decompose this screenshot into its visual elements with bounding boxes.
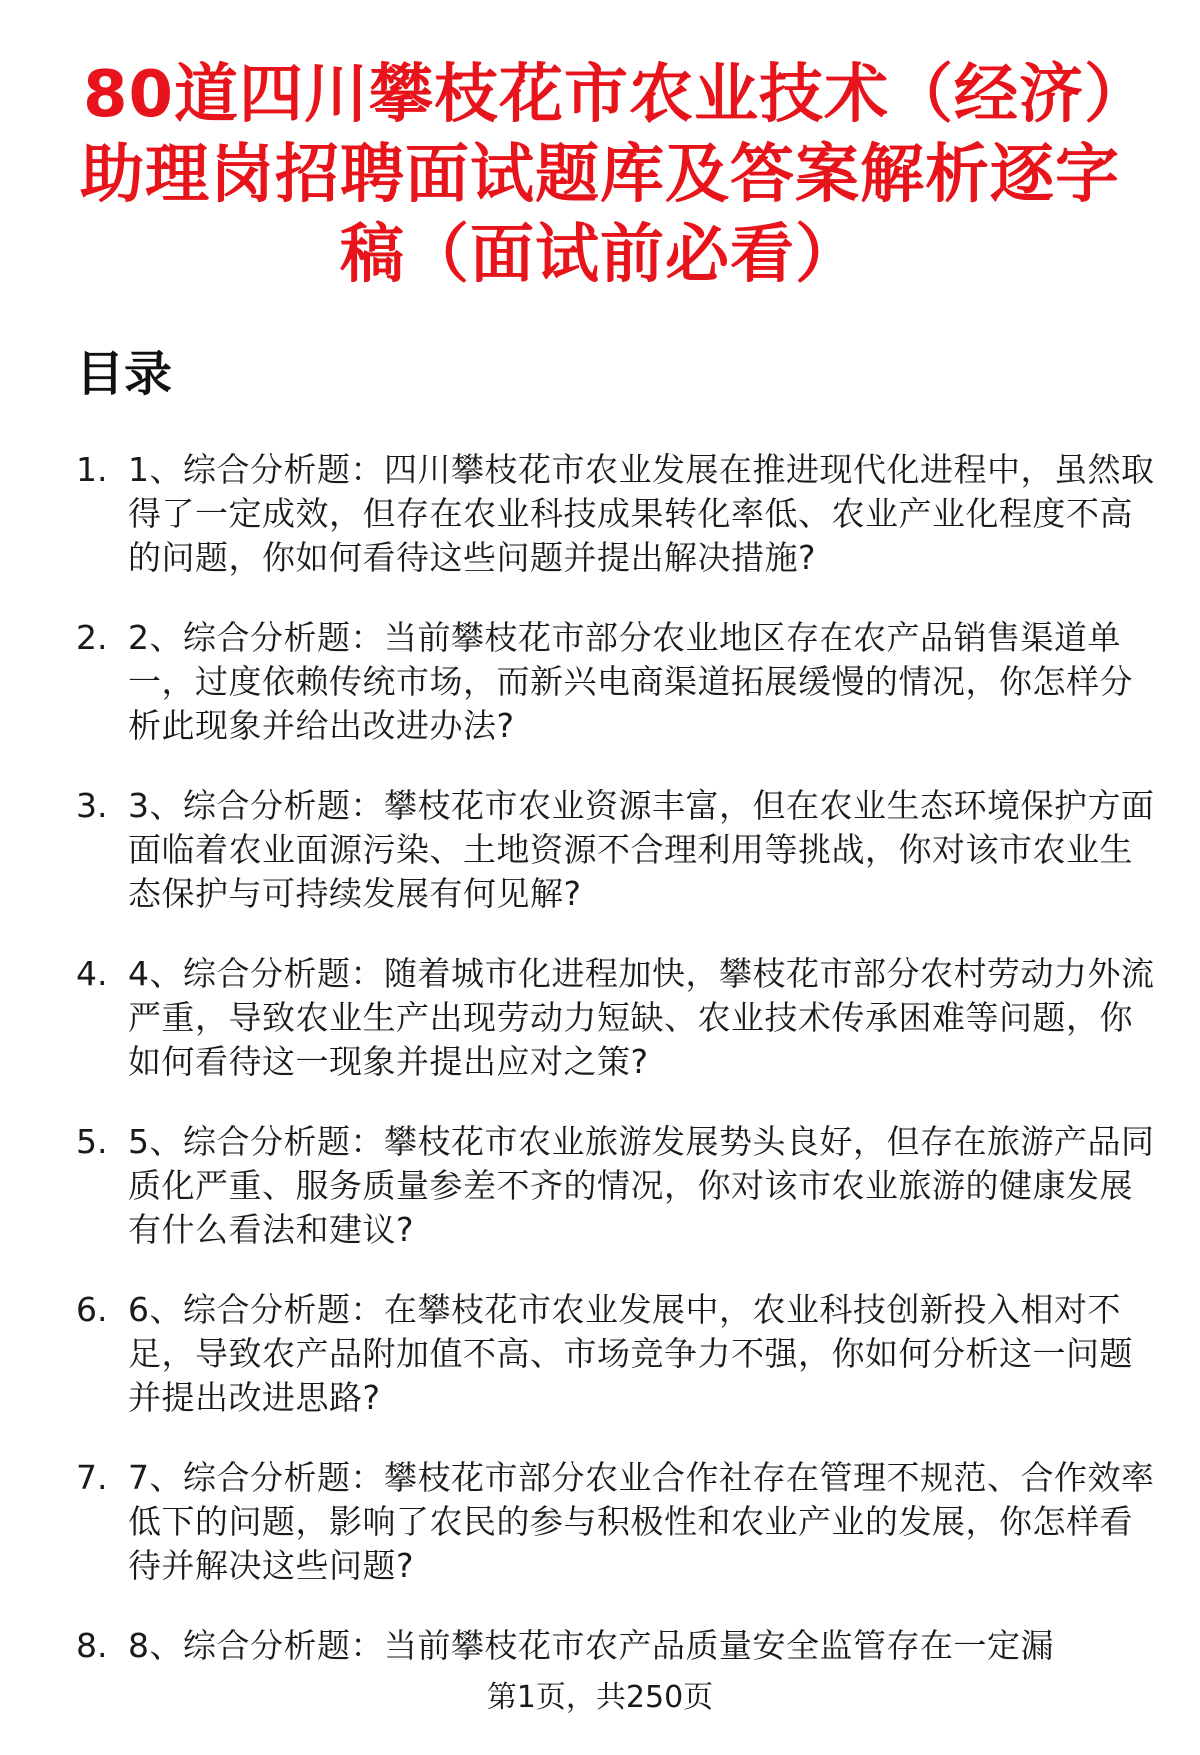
toc-item[interactable] (76, 1120, 1156, 1252)
toc-item[interactable] (76, 952, 1156, 1084)
toc-item-number: 1. (76, 450, 108, 489)
toc-item-text: 1、综合分析题：四川攀枝花市农业发展在推进现代化进程中，虽然取得了一定成效，但存在农业科技成果转化率低、农业产业化程度不高的问题，你如何看待这些问题并提出解决措施? (128, 450, 1155, 577)
toc-item-number: 7. (76, 1458, 108, 1497)
toc-item[interactable] (76, 784, 1156, 916)
toc-item[interactable] (76, 616, 1156, 748)
toc-item[interactable] (76, 1288, 1156, 1420)
toc-item-text: 2、综合分析题：当前攀枝花市部分农业地区存在农产品销售渠道单一，过度依赖传统市场，而新兴电商渠道拓展缓慢的情况，你怎样分析此现象并给出改进办法? (128, 618, 1133, 745)
toc-item[interactable] (76, 1624, 1156, 1668)
toc-item-number: 8. (76, 1626, 108, 1665)
toc-item-text: 3、综合分析题：攀枝花市农业资源丰富，但在农业生态环境保护方面面临着农业面源污染、土地资源不合理利用等挑战，你对该市农业生态保护与可持续发展有何见解? (128, 786, 1155, 913)
toc-item-number: 3. (76, 786, 108, 825)
toc-item[interactable] (76, 448, 1156, 580)
toc-item-text: 4、综合分析题：随着城市化进程加快，攀枝花市部分农村劳动力外流严重，导致农业生产出现劳动力短缺、农业技术传承困难等问题，你如何看待这一现象并提出应对之策? (128, 954, 1155, 1081)
toc-item-number: 5. (76, 1122, 108, 1161)
toc-item-text: 6、综合分析题：在攀枝花市农业发展中，农业科技创新投入相对不足，导致农产品附加值不高、市场竞争力不强，你如何分析这一问题并提出改进思路? (128, 1290, 1133, 1417)
toc-item-text: 7、综合分析题：攀枝花市部分农业合作社存在管理不规范、合作效率低下的问题，影响了农民的参与积极性和农业产业的发展，你怎样看待并解决这些问题? (128, 1458, 1155, 1585)
document-title: 80道四川攀枝花市农业技术（经济）助理岗招聘面试题库及答案解析逐字稿（面试前必看） (80, 58, 1120, 292)
toc-heading: 目录 (76, 346, 173, 402)
toc-item[interactable] (76, 1456, 1156, 1588)
toc-item-number: 2. (76, 618, 108, 657)
page-footer: 第1页，共250页 (486, 1680, 714, 1715)
toc-item-number: 6. (76, 1290, 108, 1329)
toc-list (76, 448, 1156, 1704)
toc-item-number: 4. (76, 954, 108, 993)
toc-item-text: 8、综合分析题：当前攀枝花市农产品质量安全监管存在一定漏 (128, 1626, 1054, 1665)
toc-item-text: 5、综合分析题：攀枝花市农业旅游发展势头良好，但存在旅游产品同质化严重、服务质量参差不齐的情况，你对该市农业旅游的健康发展有什么看法和建议? (128, 1122, 1155, 1249)
